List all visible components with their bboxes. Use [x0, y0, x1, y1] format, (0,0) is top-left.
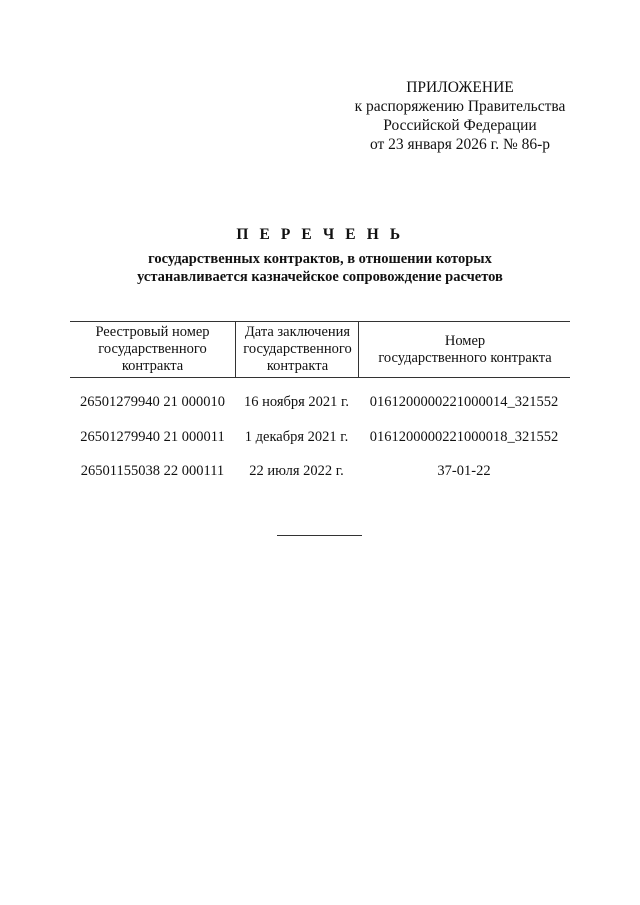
header-text: государственного контракта [378, 349, 552, 366]
header-text: Реестровый номер [95, 324, 210, 340]
header-text: государственного [243, 341, 352, 357]
appendix-heading: ПРИЛОЖЕНИЕ [406, 79, 514, 96]
registry-number-cell: 26501155038 22 000111 [80, 463, 225, 479]
table-header [70, 321, 570, 378]
header-conclusion-date [235, 322, 359, 377]
conclusion-date-cell: 16 ноября 2021 г. [243, 394, 349, 410]
header-text: государственного [98, 341, 207, 357]
table-row [70, 429, 570, 449]
appendix-reference: к распоряжению Правительства [354, 98, 566, 115]
table-row [70, 394, 570, 414]
contract-number-cell: 0161200000221000018_321552 [369, 429, 559, 445]
header-text: Номер [444, 332, 486, 349]
registry-number-cell: 26501279940 21 000011 [80, 429, 225, 445]
header-text: контракта [121, 358, 184, 374]
document-subtitle [0, 250, 640, 286]
contract-number-cell: 0161200000221000014_321552 [369, 394, 559, 410]
table-row [70, 463, 570, 483]
header-contract-number [358, 322, 571, 377]
conclusion-date-cell: 1 декабря 2021 г. [244, 429, 349, 445]
header-text: Дата заключения [244, 324, 351, 340]
contracts-table [70, 321, 570, 479]
document-title: П Е Р Е Ч Е Н Ь [236, 226, 404, 243]
subtitle-line-1: государственных контрактов, в отношении которых [148, 251, 492, 267]
appendix-authority: Российской Федерации [383, 117, 537, 134]
registry-number-cell: 26501279940 21 000010 [80, 394, 225, 410]
appendix-date-number: от 23 января 2026 г. № 86-р [369, 136, 551, 153]
conclusion-date-cell: 22 июля 2022 г. [249, 463, 344, 479]
header-text: контракта [266, 358, 329, 374]
subtitle-line-2: устанавливается казначейское сопровождение расчетов [137, 269, 503, 285]
contract-number-cell: 37-01-22 [437, 463, 491, 479]
header-registry-number [70, 322, 235, 377]
appendix-block [340, 78, 580, 154]
closing-divider [277, 535, 362, 536]
